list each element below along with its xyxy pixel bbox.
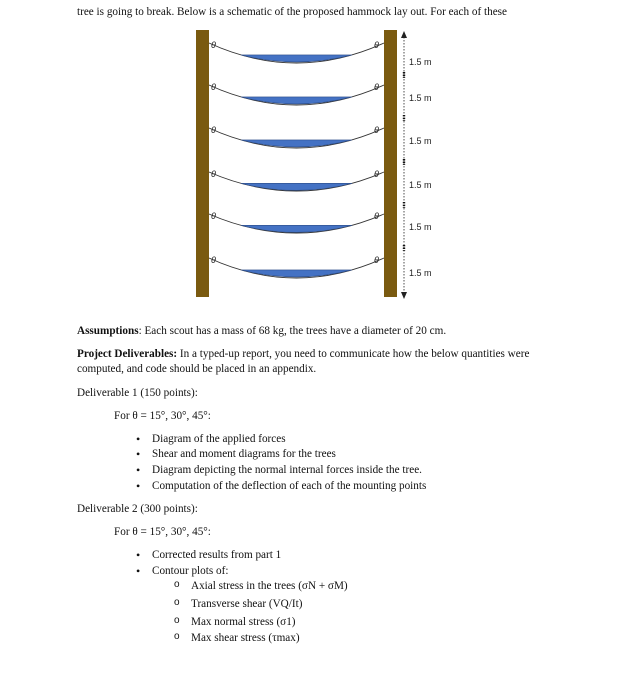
theta-label-right: θ <box>374 82 379 92</box>
deliverable1-condition-text: For θ = 15°, 30°, 45°: <box>114 410 211 422</box>
assumptions-label: Assumptions <box>77 325 139 337</box>
theta-label-left: θ <box>211 125 216 135</box>
deliverable2-subitem: o Max shear stress (τmax) <box>191 631 300 645</box>
hammock-bed <box>241 140 352 147</box>
theta-label-left: θ <box>211 169 216 179</box>
deliverable1-condition <box>114 409 211 423</box>
spacing-label: 1.5 m <box>409 136 432 146</box>
left-tree <box>196 30 209 297</box>
hammock-bed <box>241 270 352 277</box>
deliverable2-subitem: o Axial stress in the trees (σN + σM) <box>191 579 348 593</box>
spacing-label: 1.5 m <box>409 268 432 278</box>
assumptions-text: : Each scout has a mass of 68 kg, the trees have a diameter of 20 cm. <box>138 325 447 337</box>
deliverable2-subitem: o Max normal stress (σ1) <box>191 615 296 629</box>
theta-label-left: θ <box>211 255 216 265</box>
deliverable2-subitem: o Transverse shear (VQ/It) <box>191 597 302 611</box>
spacing-label: 1.5 m <box>409 57 432 67</box>
theta-label-left: θ <box>211 211 216 221</box>
theta-label-left: θ <box>211 82 216 92</box>
theta-label-right: θ <box>374 211 379 221</box>
deliverable2-title: Deliverable 2 (300 points): <box>77 503 198 515</box>
deliverable1-item: • Diagram depicting the normal internal forces inside the tree. <box>152 463 422 477</box>
deliverable1-item: • Shear and moment diagrams for the trees <box>152 447 336 461</box>
deliverable2-condition: For θ = 15°, 30°, 45°: <box>114 526 211 538</box>
theta-label-right: θ <box>374 125 379 135</box>
spacing-label: 1.5 m <box>409 222 432 232</box>
theta-label-right: θ <box>374 40 379 50</box>
deliverable2-item: • Contour plots of: <box>152 564 228 578</box>
right-tree <box>384 30 397 297</box>
theta-label-left: θ <box>211 40 216 50</box>
hammock-bed <box>241 55 352 62</box>
dimension-arrow-bottom <box>401 292 407 299</box>
spacing-label: 1.5 m <box>409 93 432 103</box>
spacing-label: 1.5 m <box>409 180 432 190</box>
hammock-bed <box>241 183 352 190</box>
deliverable2-item: • Corrected results from part 1 <box>152 548 281 562</box>
hammock-schematic <box>0 0 644 310</box>
assumptions-paragraph <box>77 324 446 338</box>
theta-label-right: θ <box>374 255 379 265</box>
deliverable1-title: Deliverable 1 (150 points): <box>77 387 198 399</box>
theta-label-right: θ <box>374 169 379 179</box>
deliverable1-item: • Diagram of the applied forces <box>152 432 286 446</box>
project-deliverables-label: Project Deliverables: <box>77 348 178 360</box>
dimension-arrow-top <box>401 31 407 38</box>
project-deliverables-text1: In a typed-up report, you need to communicate how the below quantities were <box>177 348 530 360</box>
deliverable1-item: • Computation of the deflection of each of the mounting points <box>152 479 426 493</box>
hammock-bed <box>241 97 352 104</box>
project-deliverables-line1 <box>77 347 529 361</box>
project-deliverables-line2: computed, and code should be placed in an appendix. <box>77 363 317 375</box>
intro-line: tree is going to break. Below is a schematic of the proposed hammock lay out. For each of these <box>77 6 507 18</box>
hammock-bed <box>241 225 352 232</box>
